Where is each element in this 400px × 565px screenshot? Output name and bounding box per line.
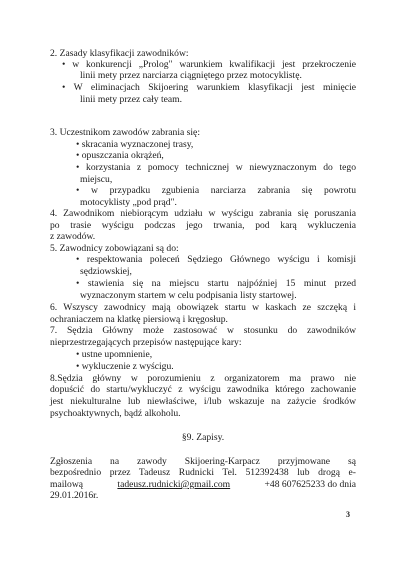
rule-5-item-2-cont: wyznaczonym startem w celu podpisania listy startowej. xyxy=(80,290,297,301)
rule-5-item-1-cont: sędziowskiej, xyxy=(80,266,132,277)
section-9-heading: §9. Zapisy. xyxy=(181,432,225,443)
section-8-text-cont-1: dopuścić do startu/wykluczyć z wyścigu zawodnika którego zachowanie xyxy=(50,384,356,395)
rule-5-item-1: • respektowania poleceń Sędziego Głównego wyścigu i komisji xyxy=(76,254,356,265)
rule-7-item-1: • ustne upomnienie, xyxy=(76,349,153,360)
rule-3-item-1: • skracania wyznaczonej trasy, xyxy=(76,139,194,150)
rule-3-item-3: • korzystania z pomocy technicznej w niewyznaczonym do tego xyxy=(76,162,356,173)
section-4-text-cont: po trasie wyścigu podczas jego trwania, pod karą wykluczenia xyxy=(50,220,356,231)
rule-3-item-4: • w przypadku zgubienia narciarza zabrania się powrotu xyxy=(76,185,356,196)
section-8-text-cont-2: jest niekulturalne lub niewłaściwe, i/lub wskazuje na zażycie środków xyxy=(50,396,356,407)
rule-2-eliminations: • W eliminacjach Skijoering warunkiem klasyfikacji jest minięcie xyxy=(62,82,356,93)
section-5-heading: 5. Zawodnicy zobowiązani są do: xyxy=(50,243,179,254)
rule-3-item-3-cont: miejscu, xyxy=(80,174,113,185)
page-number: 3 xyxy=(346,510,350,519)
section-6-text: 6. Wszyscy zawodnicy mają obowiązek startu w kaskach ze szczęką i xyxy=(50,302,356,313)
section-8-text-end: psychoaktywnych, bądź alkoholu. xyxy=(50,408,181,419)
rule-3-item-2: • opuszczania okrążeń, xyxy=(76,150,164,161)
section-4-text: 4. Zawodnikom niebiorącym udziału w wyścigu zabrania się poruszania xyxy=(50,208,356,219)
rule-7-item-2: • wykluczenie z wyścigu. xyxy=(76,361,174,372)
registration-email-prefix: mailową xyxy=(50,479,84,490)
section-2-heading: 2. Zasady klasyfikacji zawodników: xyxy=(50,48,189,59)
section-7-text: 7. Sędzia Główny może zastosować w stosunku do zawodników xyxy=(50,325,356,336)
rule-2-prolog: • w konkurencji „Prolog" warunkiem kwalifikacji jest przekroczenie xyxy=(62,59,356,70)
section-3-heading: 3. Uczestnikom zawodów zabrania się: xyxy=(50,127,200,138)
registration-text: Zgłoszenia na zawody Skijoering-Karpacz przyjmowane są xyxy=(50,456,356,467)
registration-text-cont: bezpośrednio przez Tadeusz Rudnicki Tel. 512392438 lub drogą e- xyxy=(50,467,356,478)
email-link[interactable]: tadeusz.rudnicki@gmail.com xyxy=(117,479,231,490)
registration-deadline: 29.01.2016r. xyxy=(50,490,99,501)
registration-contact-line xyxy=(50,479,356,490)
rule-5-item-2: • stawienia się na miejscu startu najpóźniej 15 minut przed xyxy=(76,278,356,289)
section-6-text-cont: ochraniaczem na klatkę piersiową i kręgosłup. xyxy=(50,314,228,325)
section-4-text-end: z zawodów. xyxy=(50,231,96,242)
rule-2-prolog-cont: linii mety przez narciarza ciągniętego przez motocyklistę. xyxy=(80,70,302,81)
rule-3-item-4-cont: motocyklisty „pod prąd". xyxy=(80,197,177,208)
registration-phone: +48 607625233 do dnia xyxy=(264,479,356,490)
section-8-text: 8.Sędzia główny w porozumieniu z organizatorem ma prawo nie xyxy=(50,373,356,384)
section-7-text-cont: nieprzestrzegających przepisów następujące kary: xyxy=(50,337,242,348)
rule-2-eliminations-cont: linii mety przez cały team. xyxy=(80,94,183,105)
